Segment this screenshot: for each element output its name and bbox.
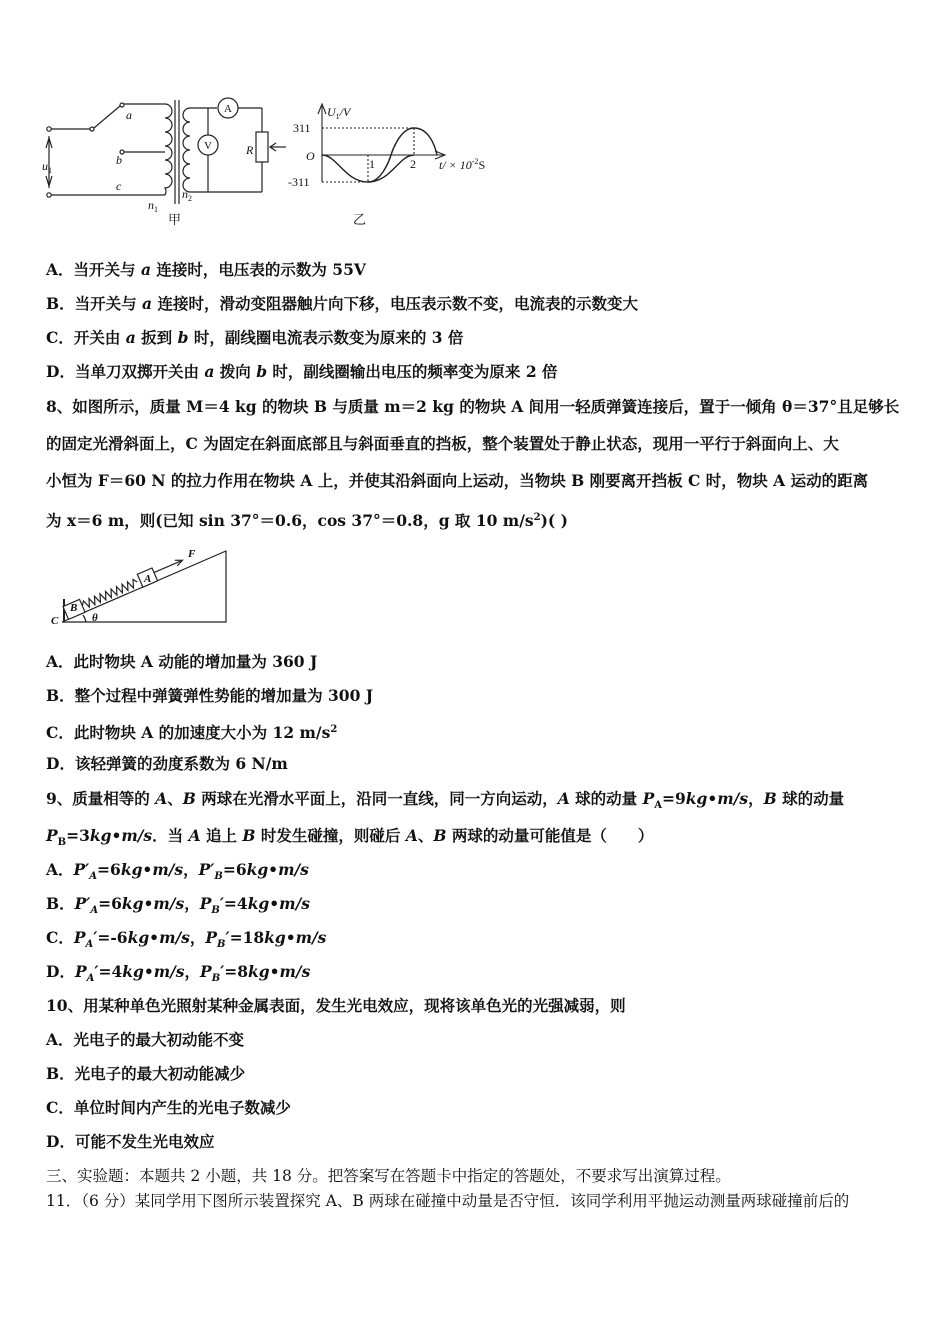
graph-xtick-2: 2 (410, 157, 416, 171)
resistor-label: R (246, 143, 254, 157)
terminal-c-label: c (116, 179, 122, 193)
angle-theta-label: θ (92, 612, 98, 624)
graph-x-label: $t/ \times 10^{-2}S$ (439, 157, 486, 172)
q9-option-c: C．$P_A'=-6kg•m/s$，$P_B'=18kg•m/s$ (46, 928, 327, 951)
q11-stem: 11．（6 分）某同学用下图所示装置探究 A、B 两球在碰撞中动量是否守恒．该同学利用平抛运动测量两球碰撞前后的 (46, 1192, 850, 1210)
q8-stem-line-4: 为 x＝6 m，则(已知 sin 37°＝0.6，cos 37°＝0.8，g 取 10 $m/s^2$)( ) (46, 511, 568, 531)
q8-stem-line-1: 8、如图所示，质量 M＝4 kg 的物块 B 与质量 m＝2 kg 的物块 A 间用一轻质弹簧连接后，置于一倾角 θ＝37°且足够长 (46, 397, 900, 416)
n1-label: $n_1$ (148, 198, 158, 214)
block-a-label: A (144, 573, 152, 585)
q10-stem: 10、用某种单色光照射某种金属表面，发生光电效应，现将该单色光的光强减弱，则 (46, 996, 626, 1015)
graph-xtick-1: 1 (369, 157, 375, 171)
terminal-b-label: b (116, 153, 122, 167)
q9-option-a: A．$P'_A=6kg•m/s$，$P'_B=6kg•m/s$ (46, 860, 309, 883)
q10-option-a: A．光电子的最大初动能不变 (46, 1030, 245, 1049)
q7-option-c: C．开关由 a 扳到 b 时，副线圈电流表示数变为原来的 3 倍 (46, 328, 464, 347)
q9-option-d: D．$P_A'=4kg•m/s$，$P_B'=8kg•m/s$ (46, 962, 311, 985)
q8-option-d: D．该轻弹簧的劲度系数为 6 N/m (46, 754, 288, 773)
voltmeter-label: V (204, 140, 212, 152)
incline-spring-figure (48, 545, 233, 630)
voltage-graph-figure (285, 96, 515, 228)
q8-option-a: A．此时物块 A 动能的增加量为 360 J (46, 652, 318, 671)
section3-heading: 三、实验题：本题共 2 小题，共 18 分。把答案写在答题卡中指定的答题处，不要求写出演算过程。 (46, 1167, 731, 1185)
graph-y-label: $U_1/V$ (327, 105, 351, 121)
q8-option-c: C．此时物块 A 的加速度大小为 12 $m/s^2$ (46, 723, 338, 743)
graph-ytick-top: 311 (293, 121, 311, 135)
q9-stem-line-2: $P_B=3kg•m/s$．当 A 追上 B 时发生碰撞，则碰后 A、B 两球的动量可能值是（ ） (46, 826, 654, 849)
force-f-label: F (188, 548, 196, 560)
q7-option-d: D．当单刀双掷开关由 a 拨向 b 时，副线圈输出电压的频率变为原来 2 倍 (46, 362, 558, 381)
plate-c-label: C (51, 615, 59, 627)
q10-option-c: C．单位时间内产生的光电子数减少 (46, 1098, 291, 1117)
block-b-label: B (70, 602, 78, 614)
q10-option-b: B．光电子的最大初动能减少 (46, 1064, 246, 1083)
n2-label: $n_2$ (182, 187, 192, 203)
graph-ytick-bottom: -311 (288, 175, 310, 189)
q9-stem-line-1: 9、质量相等的 A、B 两球在光滑水平面上，沿同一直线，同一方向运动，A 球的动量 $P_A=9kg•m/s$，B 球的动量 (46, 789, 845, 812)
q9-option-b: B．$P'_A=6kg•m/s$，$P_B'=4kg•m/s$ (46, 894, 310, 917)
q8-stem-line-3: 小恒为 F＝60 N 的拉力作用在物块 A 上，并使其沿斜面向上运动，当物块 B 刚要离开挡板 C 时，物块 A 运动的距离 (46, 471, 869, 490)
u1-label: $u_1$ (42, 159, 52, 175)
q7-option-a: A．当开关与 a 连接时，电压表的示数为 55V (46, 260, 366, 279)
q8-option-b: B．整个过程中弹簧弹性势能的增加量为 300 J (46, 686, 374, 705)
q8-stem-line-2: 的固定光滑斜面上，C 为固定在斜面底部且与斜面垂直的挡板，整个装置处于静止状态，现用一平行于斜面向上、大 (46, 434, 839, 453)
q10-option-d: D．可能不发生光电效应 (46, 1132, 215, 1151)
transformer-circuit-figure (40, 92, 300, 228)
graph-origin: O (306, 149, 315, 163)
q7-option-b: B．当开关与 a 连接时，滑动变阻器触片向下移，电压表示数不变，电流表的示数变大 (46, 294, 638, 313)
figure-yi-caption: 乙 (353, 212, 367, 227)
figure-jia-caption: 甲 (168, 212, 182, 227)
ammeter-label: A (224, 103, 232, 115)
terminal-a-label: a (126, 108, 132, 122)
